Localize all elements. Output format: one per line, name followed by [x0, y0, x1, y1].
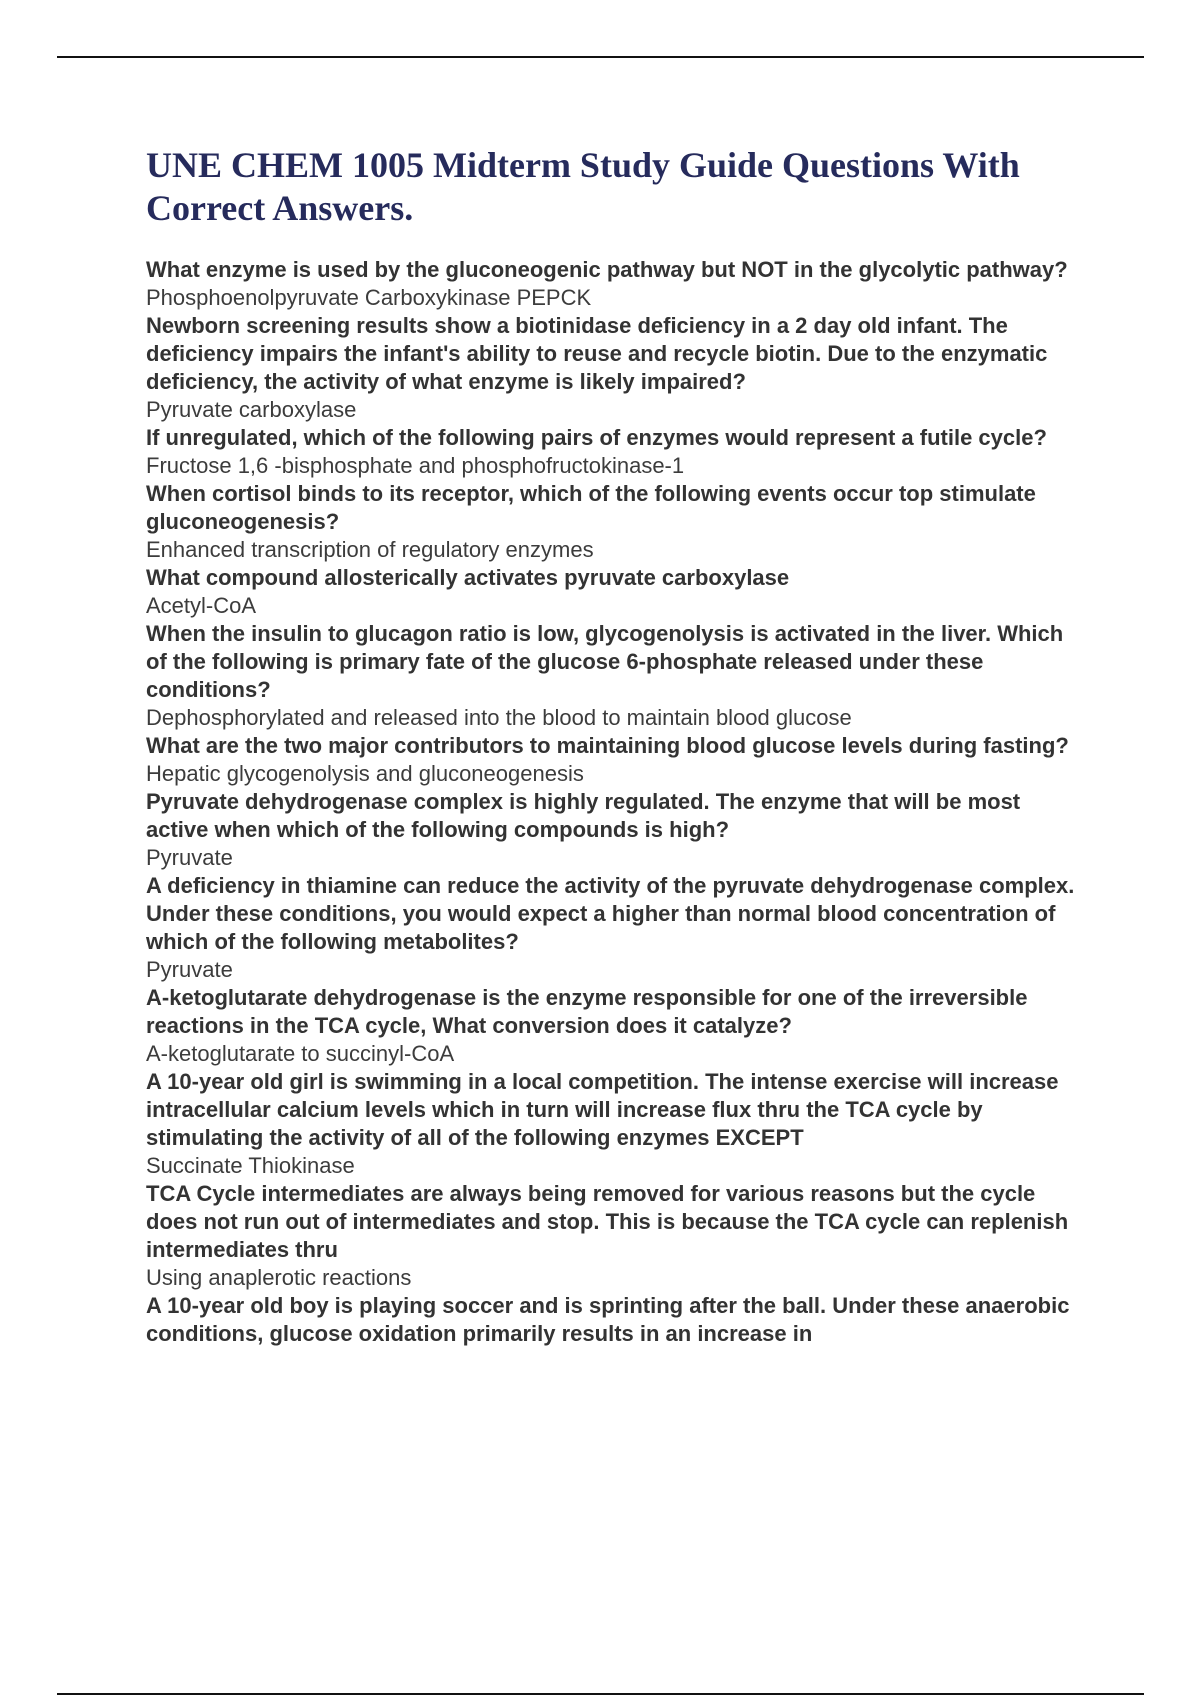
- question-text: When the insulin to glucagon ratio is low, glycogenolysis is activated in the liver. Which of the following is primary fate of the glucose 6-phosphate released under these conditions?: [146, 621, 1064, 702]
- qa-item: [146, 312, 1086, 424]
- qa-item: [146, 424, 1086, 480]
- question-text: TCA Cycle intermediates are always being removed for various reasons but the cycle does not run out of intermediates and stop. This is because the TCA cycle can replenish intermediates thru: [146, 1181, 1069, 1262]
- answer-text: Fructose 1,6 -bisphosphate and phosphofructokinase-1: [146, 453, 685, 478]
- qa-item: [146, 256, 1086, 312]
- question-text: When cortisol binds to its receptor, which of the following events occur top stimulate gluconeogenesis?: [146, 481, 1036, 534]
- answer-text: Pyruvate: [146, 845, 233, 870]
- qa-item: [146, 984, 1086, 1068]
- question-text: Newborn screening results show a biotinidase deficiency in a 2 day old infant. The deficiency impairs the infant's ability to reuse and recycle biotin. Due to the enzymatic deficiency, the activity of what enzyme is likely impaired?: [146, 313, 1048, 394]
- document-title: UNE CHEM 1005 Midterm Study Guide Questions With Correct Answers.: [146, 145, 1020, 228]
- qa-item: [146, 1180, 1086, 1292]
- qa-item: [146, 1292, 1086, 1348]
- question-text: If unregulated, which of the following pairs of enzymes would represent a futile cycle?: [146, 425, 1047, 450]
- qa-item: [146, 1068, 1086, 1180]
- answer-text: Pyruvate: [146, 957, 233, 982]
- bottom-rule: [57, 1693, 1144, 1695]
- question-text: A deficiency in thiamine can reduce the activity of the pyruvate dehydrogenase complex. Under these conditions, you would expect a higher than normal blood concentration of which of the following metabolites?: [146, 873, 1075, 954]
- question-text: What compound allosterically activates pyruvate carboxylase: [146, 565, 790, 590]
- qa-item: [146, 732, 1086, 788]
- qa-item: [146, 788, 1086, 872]
- question-text: A-ketoglutarate dehydrogenase is the enzyme responsible for one of the irreversible reactions in the TCA cycle, What conversion does it catalyze?: [146, 985, 1028, 1038]
- qa-list: [146, 256, 1086, 1348]
- answer-text: Acetyl-CoA: [146, 593, 257, 618]
- qa-item: [146, 564, 1086, 620]
- answer-text: Succinate Thiokinase: [146, 1153, 355, 1178]
- answer-text: A-ketoglutarate to succinyl-CoA: [146, 1041, 455, 1066]
- qa-item: [146, 480, 1086, 564]
- answer-text: Hepatic glycogenolysis and gluconeogenesis: [146, 761, 584, 786]
- qa-item: [146, 620, 1086, 732]
- top-rule: [57, 56, 1144, 58]
- question-text: What are the two major contributors to maintaining blood glucose levels during fasting?: [146, 733, 1069, 758]
- answer-text: Enhanced transcription of regulatory enzymes: [146, 537, 594, 562]
- question-text: What enzyme is used by the gluconeogenic pathway but NOT in the glycolytic pathway?: [146, 257, 1068, 282]
- qa-item: [146, 872, 1086, 984]
- answer-text: Dephosphorylated and released into the blood to maintain blood glucose: [146, 705, 852, 730]
- question-text: A 10-year old girl is swimming in a local competition. The intense exercise will increase intracellular calcium levels which in turn will increase flux thru the TCA cycle by stimulating the activity of all of the following enzymes EXCEPT: [146, 1069, 1059, 1150]
- question-text: A 10-year old boy is playing soccer and is sprinting after the ball. Under these anaerobic conditions, glucose oxidation primarily results in an increase in: [146, 1293, 1070, 1346]
- answer-text: Phosphoenolpyruvate Carboxykinase PEPCK: [146, 285, 592, 310]
- answer-text: Pyruvate carboxylase: [146, 397, 357, 422]
- question-text: Pyruvate dehydrogenase complex is highly regulated. The enzyme that will be most active when which of the following compounds is high?: [146, 789, 1021, 842]
- answer-text: Using anaplerotic reactions: [146, 1265, 412, 1290]
- document-body: [146, 144, 1086, 1348]
